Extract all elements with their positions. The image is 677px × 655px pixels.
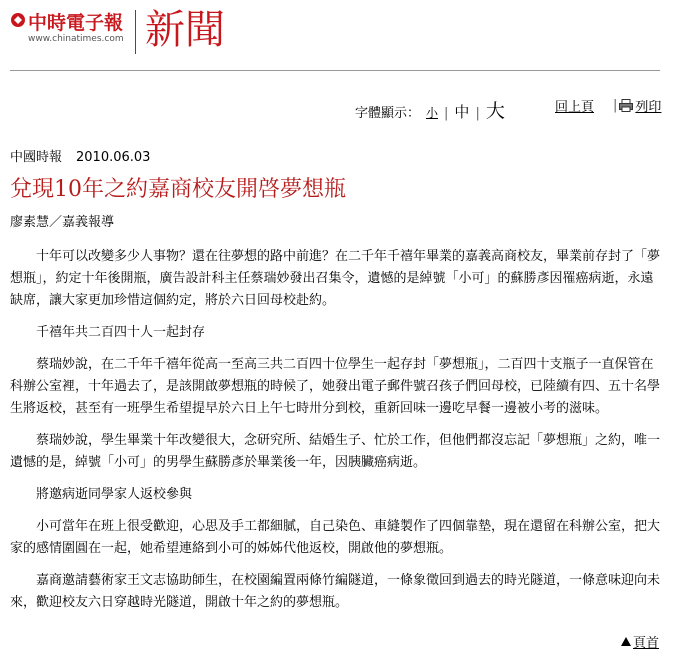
article-subhead: 千禧年共二百四十人一起封存 (36, 325, 206, 340)
logo-name: 中時電子報 (28, 12, 124, 34)
separator: | (444, 106, 449, 121)
back-to-top-link[interactable] (621, 632, 659, 651)
back-to-top-label: 頁首 (633, 636, 660, 651)
font-size-label: 字體顯示： (355, 106, 421, 121)
article-paragraph: 小可當年在班上很受歡迎，心思及手工都細膩，自己染色、車縫製作了四個靠墊，現在還留在科辦公室，把大家的感情圍圓在一起，她希望連絡到小可的姊姊代他返校，開啟他的夢想瓶。 (10, 519, 661, 556)
up-arrow-icon (621, 637, 631, 646)
separator: | (613, 98, 618, 113)
print-button[interactable] (613, 96, 661, 115)
article-subhead: 將邀病逝同學家人返校參與 (36, 487, 193, 502)
section-title: 新聞 (145, 7, 225, 53)
print-label: 列印 (635, 100, 662, 115)
header-rule (10, 70, 660, 71)
article-source: 中國時報 (10, 150, 63, 165)
header-divider (135, 10, 136, 54)
logo-mark-icon (10, 12, 26, 28)
article-title: 兌現10年之約嘉商校友開啓夢想瓶 (10, 177, 346, 202)
font-size-medium-button[interactable]: 中 (454, 103, 470, 121)
site-logo[interactable] (10, 8, 130, 54)
article-paragraph: 蔡瑞妙說，學生畢業十年改變很大，念研究所、結婚生子、忙於工作，但他們都沒忘記「夢想瓶」之約，唯一遺憾的是，綽號「小可」的男學生蘇勝彥於畢業後一年，因胰臟癌病逝。 (10, 433, 661, 470)
font-size-selector (355, 96, 505, 123)
article-byline: 廖素慧／嘉義報導 (10, 215, 115, 230)
font-size-small-button[interactable]: 小 (426, 106, 439, 120)
font-size-large-button[interactable]: 大 (485, 100, 505, 122)
site-header (10, 8, 660, 68)
printer-icon (619, 99, 633, 112)
article-date: 2010.06.03 (76, 150, 151, 165)
article-paragraph: 蔡瑞妙說，在二千年千禧年從高一至高三共二百四十位學生一起存封「夢想瓶」，二百四十支瓶子一直保管在科辦公室裡，十年過去了，是該開啟夢想瓶的時候了，她發出電子郵件號召孩子們回母校，已陸續有四、五十名學生將返校，甚至有一班學生希望提早於六日上午七時卅分到校，重新回味一邊吃早餐一邊被小考的滋味。 (10, 357, 661, 416)
article-paragraph: 十年可以改變多少人事物？還在往夢想的路中前進？在二千年千禧年畢業的嘉義高商校友，畢業前存封了「夢想瓶」，約定十年後開瓶，廣告設計科主任蔡瑞妙發出召集令，遺憾的是綽號「小可」的蘇勝彥因罹癌病逝，永遠缺席，讓大家更加珍惜這個約定，將於六日回母校赴約。 (10, 249, 661, 308)
article-body (10, 246, 660, 624)
logo-url: www.chinatimes.com (28, 34, 124, 44)
article-paragraph: 嘉商邀請藝術家王文志協助師生，在校園編置兩條竹編隧道，一條象徵回到過去的時光隧道，一條意味迎向未來，歡迎校友六日穿越時光隧道，開啟十年之約的夢想瓶。 (10, 573, 661, 610)
separator: | (475, 106, 480, 121)
back-button[interactable]: 回上頁 (555, 100, 595, 115)
article-meta (10, 146, 150, 165)
